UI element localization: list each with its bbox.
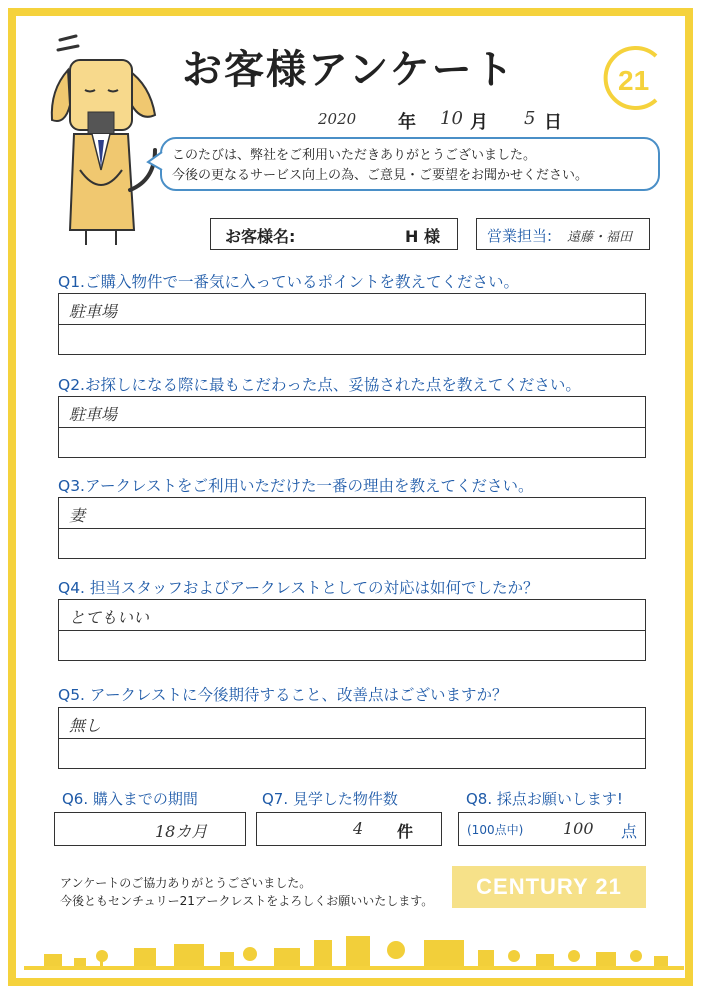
greeting-line-1: このたびは、弊社をご利用いただきありがとうございました。 xyxy=(172,148,537,163)
dog-mascot-illustration xyxy=(30,30,170,250)
bubble-tail xyxy=(146,150,164,172)
answer-2: 駐車場 xyxy=(69,405,118,424)
answer-box-6 xyxy=(54,812,246,846)
date-day-label: 日 xyxy=(544,112,562,133)
score-unit: 点 xyxy=(621,822,638,841)
answer-box-3 xyxy=(58,497,646,559)
date-month-value: 10 xyxy=(440,108,463,129)
question-7: Q7. 見学した物件数 xyxy=(262,790,398,808)
customer-name-value: H 様 xyxy=(405,227,440,246)
answer-7-unit: 件 xyxy=(397,822,414,841)
date-row xyxy=(318,108,618,134)
answer-box-8 xyxy=(458,812,646,846)
answer-rule xyxy=(59,528,645,529)
town-illustration xyxy=(24,918,684,974)
question-5: Q5. アークレストに今後期待すること、改善点はございますか？ xyxy=(58,686,508,704)
answer-box-1 xyxy=(58,293,646,355)
answer-box-7 xyxy=(256,812,442,846)
logo-number: 21 xyxy=(618,65,650,96)
footer-line-2: 今後ともセンチュリー21アークレストをよろしくお願いいたします。 xyxy=(60,894,434,908)
answer-rule xyxy=(59,427,645,428)
customer-name-label: お客様名: xyxy=(225,227,296,246)
footer-message xyxy=(60,874,433,910)
question-8: Q8. 採点お願いします! xyxy=(466,790,623,808)
survey-title: お客様アンケート xyxy=(182,47,516,93)
sales-staff-label: 営業担当: xyxy=(487,227,553,245)
century21-brand-band: CENTURY 21 xyxy=(452,866,646,908)
greeting-bubble xyxy=(160,137,660,191)
customer-name-field xyxy=(210,218,458,250)
question-3: Q3.アークレストをご利用いただけた一番の理由を教えてください。 xyxy=(58,477,534,495)
date-year-label: 年 xyxy=(398,112,416,133)
century21-logo xyxy=(596,42,668,114)
answer-box-4 xyxy=(58,599,646,661)
question-4: Q4. 担当スタッフおよびアークレストとしての対応は如何でしたか？ xyxy=(58,579,539,597)
answer-5: 無し xyxy=(69,716,102,735)
question-6: Q6. 購入までの期間 xyxy=(62,790,198,808)
answer-3: 妻 xyxy=(69,506,86,525)
date-year-value: 2020 xyxy=(318,110,357,128)
sales-staff-value: 遠藤・福田 xyxy=(567,230,633,245)
answer-box-5 xyxy=(58,707,646,769)
answer-7: 4 xyxy=(353,819,364,838)
answer-6: 18カ月 xyxy=(155,822,208,841)
date-day-value: 5 xyxy=(524,108,536,129)
footer-line-1: アンケートのご協力ありがとうございました。 xyxy=(60,876,312,890)
answer-box-2 xyxy=(58,396,646,458)
sales-staff-field xyxy=(476,218,650,250)
question-1: Q1.ご購入物件で一番気に入っているポイントを教えてください。 xyxy=(58,273,519,291)
answer-1: 駐車場 xyxy=(69,302,118,321)
greeting-line-2: 今後の更なるサービス向上の為、ご意見・ご要望をお聞かせください。 xyxy=(172,168,589,183)
answer-8: 100 xyxy=(563,819,594,838)
answer-4: とてもいい xyxy=(69,608,150,627)
answer-rule xyxy=(59,324,645,325)
question-2: Q2.お探しになる際に最もこだわった点、妥協された点を教えてください。 xyxy=(58,376,581,394)
answer-rule xyxy=(59,738,645,739)
score-prefix: (100点中) xyxy=(467,823,524,837)
answer-rule xyxy=(59,630,645,631)
date-month-label: 月 xyxy=(470,112,488,133)
